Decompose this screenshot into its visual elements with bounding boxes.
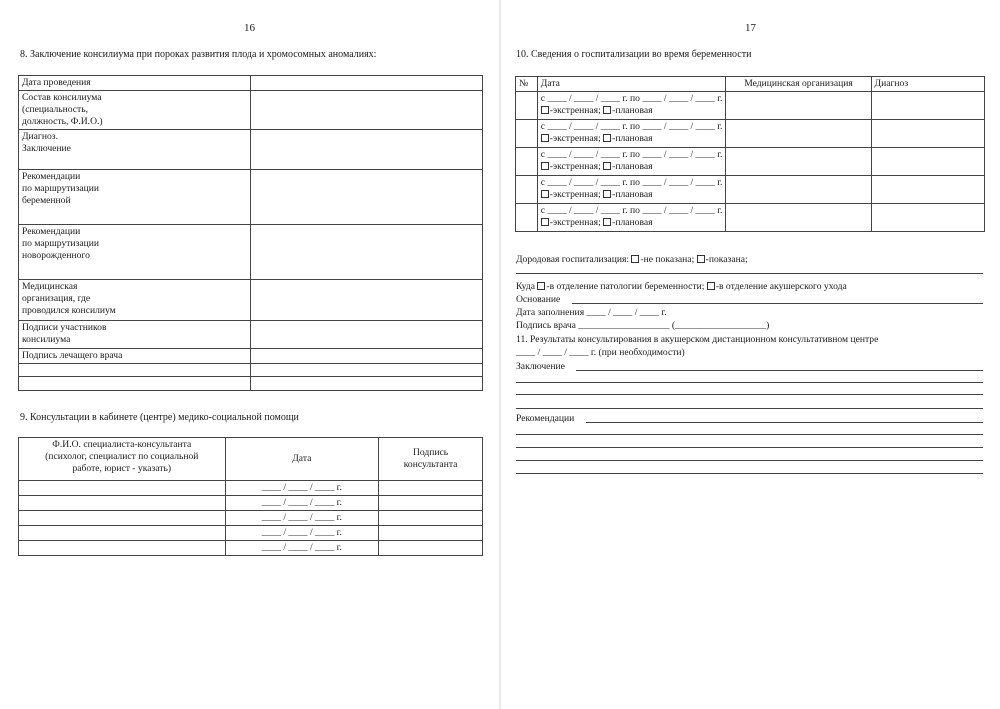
table-row bbox=[19, 376, 483, 390]
checkbox[interactable] bbox=[541, 190, 549, 198]
signature-cell[interactable] bbox=[379, 525, 483, 540]
table-row bbox=[19, 129, 483, 169]
option-emergency: -экстренная; bbox=[549, 132, 604, 144]
number-cell[interactable] bbox=[516, 147, 538, 175]
predelivery-hospitalization bbox=[516, 254, 748, 265]
page-number: 17 bbox=[745, 22, 756, 34]
checkbox[interactable] bbox=[541, 218, 549, 226]
organization-cell[interactable] bbox=[726, 119, 871, 147]
fill-line bbox=[516, 408, 983, 409]
fill-line bbox=[516, 447, 983, 448]
fill-line bbox=[516, 460, 983, 461]
conclusion-line[interactable] bbox=[576, 370, 983, 371]
table-row bbox=[19, 169, 483, 224]
option-planned: -плановая bbox=[612, 132, 653, 144]
date-cell[interactable] bbox=[537, 203, 726, 231]
checkbox[interactable] bbox=[603, 218, 611, 226]
number-cell[interactable] bbox=[516, 203, 538, 231]
row-value-cell[interactable] bbox=[250, 90, 482, 129]
date-range: с ____ / ____ / ____ г. по ____ / ____ / ____ г. bbox=[540, 148, 723, 160]
table-row bbox=[19, 495, 483, 510]
option-indicated: -показана; bbox=[705, 254, 748, 265]
basis-label: Основание bbox=[516, 294, 561, 305]
table-row bbox=[516, 119, 985, 147]
organization-cell[interactable] bbox=[726, 175, 871, 203]
option-emergency: -экстренная; bbox=[549, 188, 604, 200]
checkbox[interactable] bbox=[697, 255, 705, 263]
hospitalization-type bbox=[541, 133, 723, 145]
specialist-cell[interactable] bbox=[19, 481, 226, 496]
fill-line bbox=[516, 434, 983, 435]
row-value-cell[interactable] bbox=[250, 363, 482, 376]
table-row bbox=[19, 320, 483, 348]
checkbox[interactable] bbox=[541, 106, 549, 114]
right-page bbox=[501, 0, 1000, 709]
checkbox[interactable] bbox=[541, 162, 549, 170]
number-cell[interactable] bbox=[516, 91, 538, 119]
table-row bbox=[19, 348, 483, 363]
row-label: Дата проведения bbox=[19, 76, 251, 91]
option-planned: -плановая bbox=[612, 160, 653, 172]
section-10-title: 10. Сведения о госпитализации во время беременности bbox=[516, 49, 752, 60]
option-planned: -плановая bbox=[612, 104, 653, 116]
signature-cell[interactable] bbox=[379, 510, 483, 525]
header-organization: Медицинская организация bbox=[726, 77, 871, 92]
row-value-cell[interactable] bbox=[250, 320, 482, 348]
date-cell[interactable]: ____ / ____ / ____ г. bbox=[225, 481, 379, 496]
specialist-cell[interactable] bbox=[19, 525, 226, 540]
destination bbox=[516, 281, 847, 292]
checkbox[interactable] bbox=[541, 134, 549, 142]
table-row bbox=[516, 91, 985, 119]
section-8-title: 8. Заключение консилиума при пороках развития плода и хромосомных аномалиях: bbox=[20, 49, 377, 60]
recommendations-label: Рекомендации bbox=[516, 413, 575, 424]
consilium-table bbox=[18, 75, 483, 391]
checkbox[interactable] bbox=[537, 282, 545, 290]
diagnosis-cell[interactable] bbox=[871, 91, 984, 119]
table-row bbox=[19, 224, 483, 279]
fill-line bbox=[516, 473, 983, 474]
specialist-cell[interactable] bbox=[19, 495, 226, 510]
signature-cell[interactable] bbox=[379, 540, 483, 555]
hospitalization-type bbox=[541, 105, 723, 117]
checkbox[interactable] bbox=[631, 255, 639, 263]
row-value-cell[interactable] bbox=[250, 224, 482, 279]
date-cell[interactable] bbox=[537, 91, 726, 119]
table-row bbox=[19, 363, 483, 376]
diagnosis-cell[interactable] bbox=[871, 175, 984, 203]
table-row bbox=[19, 510, 483, 525]
checkbox[interactable] bbox=[707, 282, 715, 290]
option-emergency: -экстренная; bbox=[549, 216, 604, 228]
row-value-cell[interactable] bbox=[250, 279, 482, 320]
row-value-cell[interactable] bbox=[250, 76, 482, 91]
diagnosis-cell[interactable] bbox=[871, 203, 984, 231]
signature-cell[interactable] bbox=[379, 495, 483, 510]
fill-date: Дата заполнения ____ / ____ / ____ г. bbox=[516, 307, 667, 318]
table-row bbox=[19, 540, 483, 555]
organization-cell[interactable] bbox=[726, 203, 871, 231]
destination-label: Куда bbox=[516, 281, 538, 292]
row-label: Рекомендации по маршрутизации беременной bbox=[19, 169, 251, 224]
checkbox[interactable] bbox=[603, 162, 611, 170]
row-label: Состав консилиума (специальность, должность, Ф.И.О.) bbox=[19, 90, 251, 129]
consultations-table bbox=[18, 437, 483, 556]
signature-cell[interactable] bbox=[379, 481, 483, 496]
section-9-title: 9. Консультации в кабинете (центре) медико-социальной помощи bbox=[20, 412, 299, 423]
checkbox[interactable] bbox=[603, 190, 611, 198]
number-cell[interactable] bbox=[516, 119, 538, 147]
table-row bbox=[516, 147, 985, 175]
row-value-cell[interactable] bbox=[250, 376, 482, 390]
predelivery-label: Дородовая госпитализация: bbox=[516, 254, 632, 265]
row-label: Подписи участников консилиума bbox=[19, 320, 251, 348]
table-row bbox=[516, 203, 985, 231]
option-emergency: -экстренная; bbox=[549, 160, 604, 172]
table-row bbox=[19, 90, 483, 129]
row-label bbox=[19, 363, 251, 376]
number-cell[interactable] bbox=[516, 175, 538, 203]
date-range: с ____ / ____ / ____ г. по ____ / ____ / ____ г. bbox=[540, 92, 723, 104]
date-cell[interactable] bbox=[537, 175, 726, 203]
consult-date: ____ / ____ / ____ г. (при необходимости) bbox=[516, 347, 685, 358]
hospitalization-table bbox=[515, 76, 985, 232]
option-emergency: -экстренная; bbox=[549, 104, 604, 116]
fill-line bbox=[516, 382, 983, 383]
organization-cell[interactable] bbox=[726, 91, 871, 119]
diagnosis-cell[interactable] bbox=[871, 147, 984, 175]
table-row bbox=[19, 481, 483, 496]
date-cell[interactable]: ____ / ____ / ____ г. bbox=[225, 525, 379, 540]
date-range: с ____ / ____ / ____ г. по ____ / ____ / ____ г. bbox=[540, 120, 723, 132]
option-planned: -плановая bbox=[612, 216, 653, 228]
row-label: Диагноз. Заключение bbox=[19, 129, 251, 169]
table-row bbox=[19, 525, 483, 540]
specialist-cell[interactable] bbox=[19, 510, 226, 525]
header-date: Дата bbox=[225, 438, 379, 481]
left-page bbox=[0, 0, 499, 709]
table-row bbox=[516, 175, 985, 203]
header-number: № bbox=[516, 77, 538, 92]
date-cell[interactable] bbox=[537, 119, 726, 147]
table-row bbox=[19, 76, 483, 91]
option-planned: -плановая bbox=[612, 188, 653, 200]
date-range: с ____ / ____ / ____ г. по ____ / ____ / ____ г. bbox=[540, 204, 723, 216]
header-specialist: Ф.И.О. специалиста-консультанта (психолог, специалист по социальной работе, юрист - указать) bbox=[19, 438, 226, 481]
row-label: Рекомендации по маршрутизации новорожденного bbox=[19, 224, 251, 279]
hospitalization-type bbox=[541, 161, 723, 173]
recommendations-line[interactable] bbox=[586, 422, 983, 423]
row-value-cell[interactable] bbox=[250, 169, 482, 224]
diagnosis-cell[interactable] bbox=[871, 119, 984, 147]
basis-line[interactable] bbox=[572, 303, 983, 304]
hospitalization-type bbox=[541, 217, 723, 229]
option-not-indicated: -не показана; bbox=[640, 254, 697, 265]
fill-line bbox=[516, 394, 983, 395]
date-cell[interactable]: ____ / ____ / ____ г. bbox=[225, 540, 379, 555]
conclusion-label: Заключение bbox=[516, 361, 565, 372]
option-pathology-department: -в отделение патологии беременности; bbox=[546, 281, 707, 292]
header-signature: Подпись консультанта bbox=[379, 438, 483, 481]
doctor-signature: Подпись врача ___________________ (___________________) bbox=[516, 320, 770, 331]
checkbox[interactable] bbox=[603, 134, 611, 142]
checkbox[interactable] bbox=[603, 106, 611, 114]
date-cell[interactable] bbox=[537, 147, 726, 175]
specialist-cell[interactable] bbox=[19, 540, 226, 555]
organization-cell[interactable] bbox=[726, 147, 871, 175]
row-label: Подпись лечащего врача bbox=[19, 348, 251, 363]
row-value-cell[interactable] bbox=[250, 129, 482, 169]
hospitalization-type bbox=[541, 189, 723, 201]
fill-line bbox=[516, 273, 983, 274]
date-cell[interactable]: ____ / ____ / ____ г. bbox=[225, 510, 379, 525]
section-11-title: 11. Результаты консультирования в акушерском дистанционном консультативном центре bbox=[516, 334, 879, 345]
page-number: 16 bbox=[244, 22, 255, 34]
row-label: Медицинская организация, где проводился консилиум bbox=[19, 279, 251, 320]
date-range: с ____ / ____ / ____ г. по ____ / ____ / ____ г. bbox=[540, 176, 723, 188]
row-value-cell[interactable] bbox=[250, 348, 482, 363]
header-date: Дата bbox=[537, 77, 726, 92]
date-cell[interactable]: ____ / ____ / ____ г. bbox=[225, 495, 379, 510]
option-obstetric-care: -в отделение акушерского ухода bbox=[715, 281, 847, 292]
header-diagnosis: Диагноз bbox=[871, 77, 984, 92]
row-label bbox=[19, 376, 251, 390]
table-row bbox=[19, 279, 483, 320]
